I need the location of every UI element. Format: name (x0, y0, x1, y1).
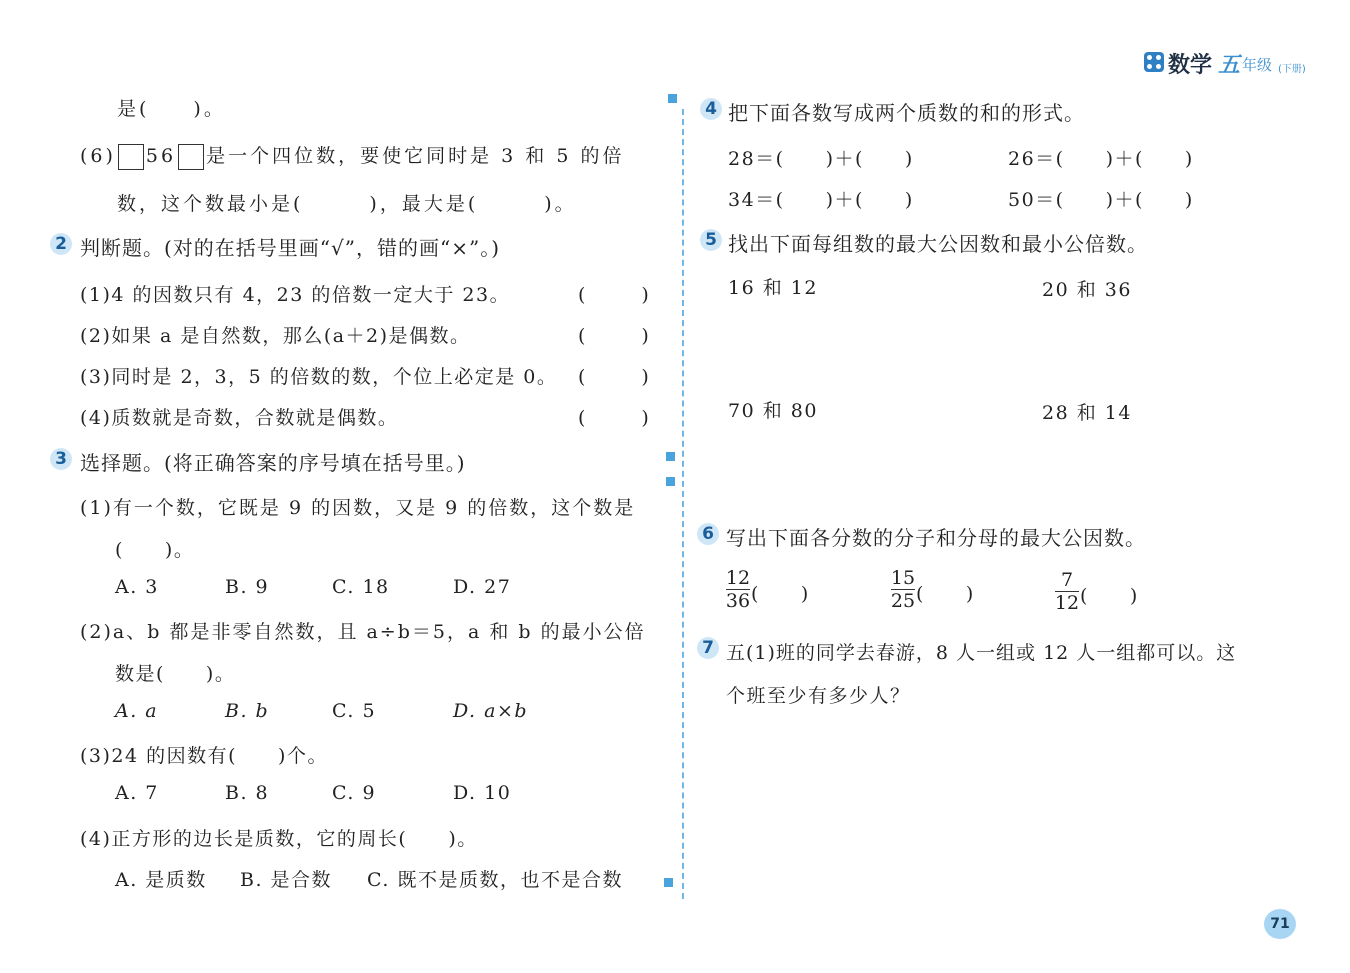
q2-paren-3[interactable]: ( ) (578, 366, 655, 388)
q6-title: 写出下面各分数的分子和分母的最大公因数。 (726, 526, 1146, 550)
fraction-3-numerator: 7 (1060, 569, 1074, 591)
q5-number-badge: 5 (700, 229, 722, 251)
fraction-2-denominator: 25 (890, 590, 916, 612)
q1-6-line1 (80, 141, 624, 170)
q2-item-2: (2)如果 a 是自然数，那么(a＋2)是偶数。 (80, 325, 471, 347)
q4-item-2[interactable]: 26＝( )＋( ) (1008, 148, 1194, 170)
q1-6-text: 是一个四位数，要使它同时是 3 和 5 的倍 (206, 145, 625, 167)
q7-line2: 个班至少有多少人？ (726, 685, 911, 707)
fraction-3-denominator: 12 (1054, 592, 1080, 614)
dice-icon (1144, 52, 1164, 72)
q5-item-3: 70 和 80 (728, 400, 818, 422)
q4-item-4[interactable]: 50＝( )＋( ) (1008, 189, 1194, 211)
q3-s1-opt-a[interactable]: A. 3 (115, 576, 159, 598)
q4-item-3[interactable]: 34＝( )＋( ) (728, 189, 914, 211)
fraction-2 (890, 567, 916, 612)
q3-s4-opt-a[interactable]: A. 是质数 (115, 869, 207, 891)
fraction-1 (725, 567, 751, 612)
q2-item-3: (3)同时是 2，3，5 的倍数的数，个位上必定是 0。 (80, 366, 558, 388)
divider-marker-top (668, 94, 677, 103)
q3-s2-line1: (2)a、b 都是非零自然数，且 a÷b＝5，a 和 b 的最小公倍 (80, 621, 646, 643)
q3-s3-opt-b[interactable]: B. 8 (225, 782, 270, 804)
q3-s1-line1: (1)有一个数，它既是 9 的因数，又是 9 的倍数，这个数是 (80, 497, 636, 519)
volume-label: (下册) (1278, 64, 1306, 75)
q3-s4-opt-c[interactable]: C. 既不是质数，也不是合数 (367, 869, 623, 891)
q3-s3-line1: (3)24 的因数有( )个。 (80, 745, 328, 767)
q3-s1-opt-c[interactable]: C. 18 (332, 576, 390, 598)
q3-s4-opt-b[interactable]: B. 是合数 (240, 869, 333, 891)
continued-text: 是( )。 (117, 98, 226, 120)
fraction-2-paren[interactable]: ( ) (916, 583, 975, 605)
fraction-3 (1054, 569, 1080, 614)
digit-box-left[interactable] (118, 144, 144, 170)
fraction-3-paren[interactable]: ( ) (1080, 585, 1139, 607)
q7-line1: 五(1)班的同学去春游，8 人一组或 12 人一组都可以。这 (726, 642, 1237, 664)
q3-s3-opt-a[interactable]: A. 7 (115, 782, 159, 804)
q3-s3-opt-d[interactable]: D. 10 (453, 782, 512, 804)
q1-6-line2: 数，这个数最小是( )，最大是( )。 (117, 193, 577, 215)
q2-paren-2[interactable]: ( ) (578, 325, 655, 347)
page-number: 71 (1264, 909, 1296, 939)
digit-box-right[interactable] (178, 144, 204, 170)
q2-paren-1[interactable]: ( ) (578, 284, 655, 306)
q3-title: 选择题。(将正确答案的序号填在括号里。) (80, 451, 466, 475)
divider-marker-mid1 (666, 452, 675, 461)
q2-title: 判断题。(对的在括号里画“√”，错的画“×”。) (80, 236, 501, 260)
q7-number-badge: 7 (697, 637, 719, 659)
q1-6-digits: 56 (145, 145, 177, 167)
column-divider (682, 109, 684, 899)
q3-s2-opt-b[interactable]: B. b (225, 700, 270, 722)
q4-title: 把下面各数写成两个质数的和的形式。 (728, 101, 1085, 125)
q5-item-1: 16 和 12 (728, 277, 818, 299)
q3-s1-line2: ( )。 (115, 539, 195, 561)
q1-6-prefix: (6) (80, 145, 116, 167)
q2-item-1: (1)4 的因数只有 4，23 的倍数一定大于 23。 (80, 284, 511, 306)
divider-marker-mid2 (666, 477, 675, 486)
q3-s2-opt-a[interactable]: A. a (115, 700, 159, 722)
fraction-1-denominator: 36 (725, 590, 751, 612)
q2-paren-4[interactable]: ( ) (578, 407, 655, 429)
q4-number-badge: 4 (700, 98, 722, 120)
q5-item-2: 20 和 36 (1042, 279, 1132, 301)
q2-item-4: (4)质数就是奇数，合数就是偶数。 (80, 407, 399, 429)
fraction-1-paren[interactable]: ( ) (751, 583, 810, 605)
fraction-2-numerator: 15 (890, 567, 916, 589)
q3-s1-opt-b[interactable]: B. 9 (225, 576, 270, 598)
grade-suffix: 年级 (1242, 56, 1273, 74)
grade-number: 五 (1218, 52, 1241, 78)
divider-marker-bottom (664, 878, 673, 887)
q3-s2-opt-d[interactable]: D. a×b (453, 700, 529, 722)
q6-number-badge: 6 (697, 523, 719, 545)
q3-s1-opt-d[interactable]: D. 27 (453, 576, 512, 598)
fraction-1-numerator: 12 (725, 567, 751, 589)
q2-number-badge: 2 (50, 233, 72, 255)
q5-title: 找出下面每组数的最大公因数和最小公倍数。 (728, 232, 1148, 256)
page (14, 14, 1336, 959)
q5-item-4: 28 和 14 (1042, 402, 1132, 424)
brand-title: 数学 (1168, 53, 1213, 78)
q3-s2-opt-c[interactable]: C. 5 (332, 700, 377, 722)
q3-s4-line1: (4)正方形的边长是质数，它的周长( )。 (80, 828, 478, 850)
q3-number-badge: 3 (50, 448, 72, 470)
q3-s2-line2: 数是( )。 (115, 663, 236, 685)
q4-item-1[interactable]: 28＝( )＋( ) (728, 148, 914, 170)
q3-s3-opt-c[interactable]: C. 9 (332, 782, 377, 804)
